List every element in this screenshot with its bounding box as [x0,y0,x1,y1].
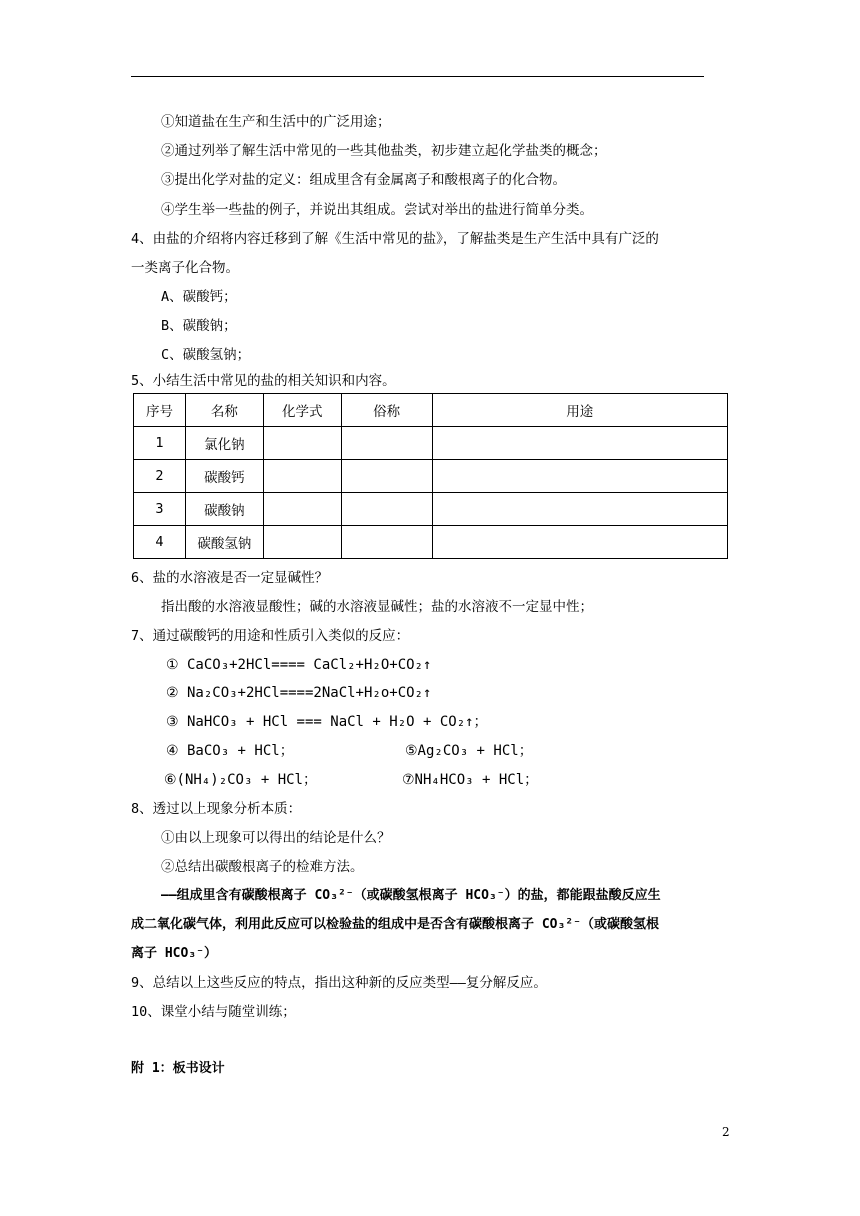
salt-option-b: B、碳酸钠； [161,318,237,334]
header-common-name: 俗称 [341,394,432,427]
header-rule [131,76,704,77]
cell-common-name [341,493,432,526]
cell-index: 1 [134,427,186,460]
table-row [134,493,728,526]
table-row [134,526,728,559]
equation-3: ③ NaHCO₃ + HCl === NaCl + H₂O + CO₂↑； [166,714,488,730]
equation-7: ⑦NH₄HCO₃ + HCl； [402,772,539,788]
cell-use [432,526,727,559]
cell-common-name [341,427,432,460]
table-row [134,427,728,460]
objective-2: ②通过列举了解生活中常见的一些其他盐类，初步建立起化学盐类的概念； [161,143,607,159]
item-9: 9、总结以上这些反应的特点，指出这种新的反应类型——复分解反应。 [131,975,547,991]
conclusion-line2: 成二氧化碳气体，利用此反应可以检验盐的组成中是否含有碳酸根离子 CO₃²⁻（或碳酸氢根 [131,917,659,932]
cell-common-name [341,460,432,493]
cell-formula [263,427,341,460]
salt-summary-table [133,393,728,559]
item-8: 8、透过以上现象分析本质： [131,801,302,817]
header-name: 名称 [185,394,263,427]
cell-formula [263,460,341,493]
item-10: 10、课堂小结与随堂训练； [131,1004,296,1020]
table-row [134,460,728,493]
cell-name: 碳酸钠 [185,493,263,526]
salt-option-a: A、碳酸钙； [161,289,237,305]
cell-index: 3 [134,493,186,526]
cell-use [432,460,727,493]
conclusion-line1: ——组成里含有碳酸根离子 CO₃²⁻（或碳酸氢根离子 HCO₃⁻）的盐，都能跟盐酸反应生 [161,888,661,903]
cell-use [432,493,727,526]
cell-common-name [341,526,432,559]
appendix-title: 附 1：板书设计 [131,1061,225,1076]
header-use: 用途 [432,394,727,427]
cell-name: 碳酸氢钠 [185,526,263,559]
table-header-row [134,394,728,427]
equation-5: ⑤Ag₂CO₃ + HCl； [405,743,533,759]
item-4-line2: 一类离子化合物。 [131,260,239,276]
header-formula: 化学式 [263,394,341,427]
objective-3: ③提出化学对盐的定义：组成里含有金属离子和酸根离子的化合物。 [161,172,566,188]
cell-formula [263,526,341,559]
objective-1: ①知道盐在生产和生活中的广泛用途； [161,114,391,130]
item-4-line1: 4、由盐的介绍将内容迁移到了解《生活中常见的盐》，了解盐类是生产生活中具有广泛的 [131,231,659,247]
equation-1: ① CaCO₃+2HCl==== CaCl₂+H₂O+CO₂↑ [166,657,432,673]
objective-4: ④学生举一些盐的例子，并说出其组成。尝试对举出的盐进行简单分类。 [161,202,593,218]
cell-use [432,427,727,460]
item-7: 7、通过碳酸钙的用途和性质引入类似的反应： [131,628,410,644]
salt-option-c: C、碳酸氢钠； [161,347,251,363]
cell-index: 4 [134,526,186,559]
item-6: 6、盐的水溶液是否一定显碱性？ [131,570,329,586]
header-index: 序号 [134,394,186,427]
cell-index: 2 [134,460,186,493]
item-5: 5、小结生活中常见的盐的相关知识和内容。 [131,373,396,389]
cell-name: 碳酸钙 [185,460,263,493]
equation-6: ⑥(NH₄)₂CO₃ + HCl； [164,772,317,788]
equation-2: ② Na₂CO₃+2HCl====2NaCl+H₂o+CO₂↑ [166,685,432,701]
cell-name: 氯化钠 [185,427,263,460]
page-number: 2 [722,1125,730,1139]
item-8-method: ②总结出碳酸根离子的检难方法。 [161,859,364,875]
equation-4: ④ BaCO₃ + HCl； [166,743,294,759]
conclusion-line3: 离子 HCO₃⁻） [131,946,217,961]
cell-formula [263,493,341,526]
item-8-question: ①由以上现象可以得出的结论是什么？ [161,830,391,846]
item-6-answer: 指出酸的水溶液显酸性；碱的水溶液显碱性；盐的水溶液不一定显中性； [161,599,593,615]
